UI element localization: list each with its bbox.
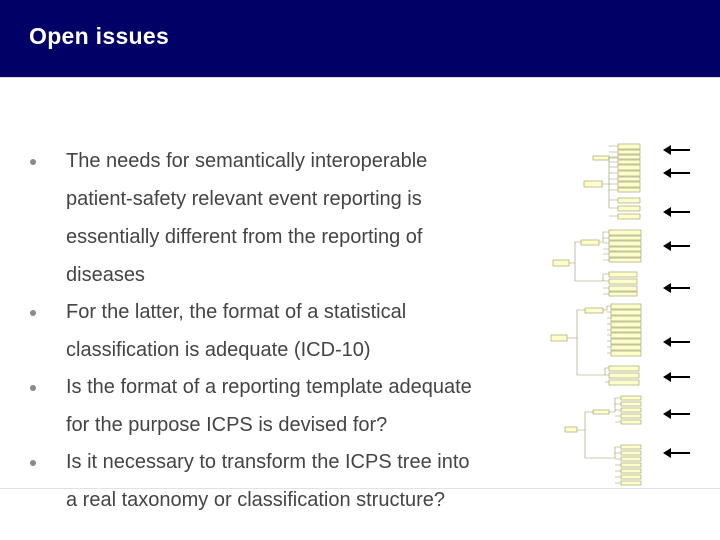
header-divider — [0, 77, 720, 93]
bullet-item — [30, 373, 570, 440]
bullet-line: a real taxonomy or classification structure? — [66, 489, 446, 511]
bullet-line: patient-safety relevant event reporting is — [66, 188, 422, 210]
bullet-line: Is it necessary to transform the ICPS tree into — [66, 451, 470, 473]
slide-header — [0, 0, 720, 77]
icps-tree-thumbnail — [545, 140, 720, 490]
tree-group-4 — [565, 396, 641, 485]
arrow-icon — [663, 168, 690, 178]
arrow-icon — [663, 372, 690, 382]
bullet-item — [30, 147, 570, 290]
bullet-line: Is the format of a reporting template adequate — [66, 376, 472, 398]
bullet-line: classification is adequate (ICD-10) — [66, 339, 371, 361]
bullet-dot-icon — [30, 310, 36, 316]
arrow-icon — [663, 283, 690, 293]
bullet-list — [30, 147, 570, 523]
tree-group-3 — [551, 304, 641, 385]
bullet-dot-icon — [30, 159, 36, 165]
bullet-dot-icon — [30, 385, 36, 391]
arrow-icon — [663, 409, 690, 419]
arrow-icon — [663, 145, 690, 155]
bullet-line: The needs for semantically interoperable — [66, 150, 428, 172]
arrow-icons — [663, 145, 690, 458]
slide-title: Open issues — [29, 23, 170, 49]
arrow-icon — [663, 207, 690, 217]
bullet-line: For the latter, the format of a statistical — [66, 301, 407, 323]
bullet-dot-icon — [30, 460, 36, 466]
tree-group-1 — [584, 144, 640, 219]
arrow-icon — [663, 241, 690, 251]
bullet-item — [30, 298, 570, 365]
arrow-icon — [663, 448, 690, 458]
arrow-icon — [663, 337, 690, 347]
bullet-line: for the purpose ICPS is devised for? — [66, 414, 388, 436]
icps-tree-diagram — [545, 140, 720, 490]
bullet-item — [30, 448, 570, 515]
tree-group-2 — [553, 230, 641, 296]
bullet-line: essentially different from the reporting of — [66, 226, 423, 248]
bullet-line: diseases — [66, 264, 145, 286]
